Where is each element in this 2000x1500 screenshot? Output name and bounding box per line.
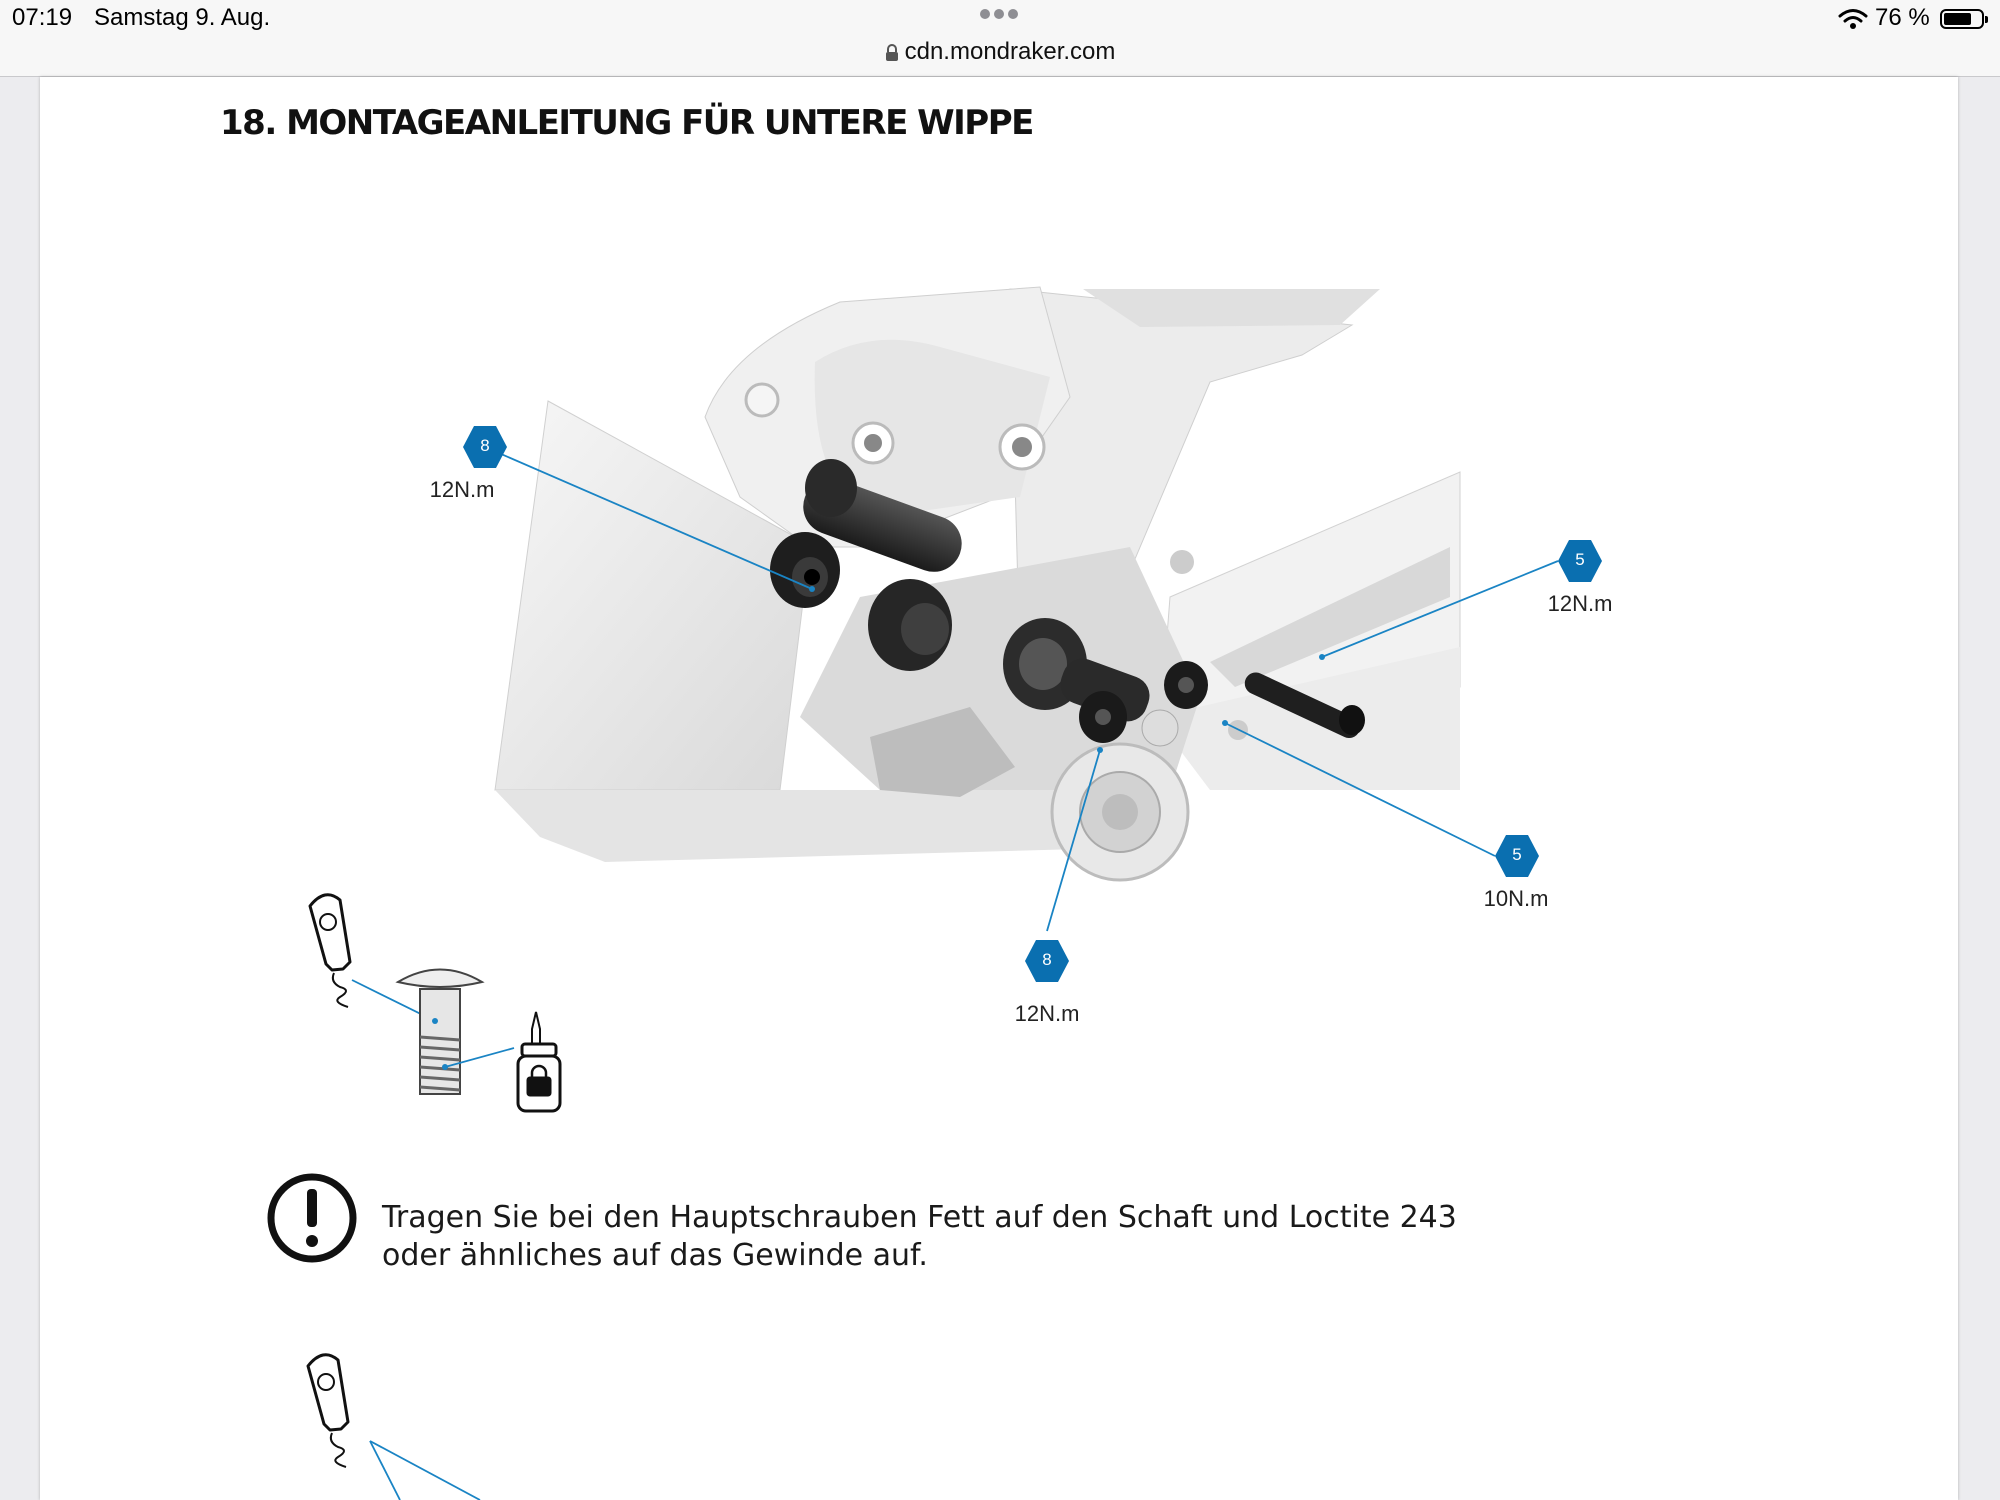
status-time: 07:19 <box>12 4 73 31</box>
pdf-page <box>40 77 1958 1500</box>
tool-size-3: 5 <box>1512 845 1522 864</box>
torque-label-4: 12N.m <box>1014 1001 1080 1026</box>
lock-icon <box>885 44 899 62</box>
torque-label-3: 10N.m <box>1483 886 1549 911</box>
browser-status-bar <box>0 0 2000 77</box>
wifi-icon <box>1838 8 1868 30</box>
warning-icon <box>271 1177 353 1259</box>
multitasking-dots-icon[interactable] <box>978 6 1020 24</box>
assembly-illustration <box>40 77 1958 1500</box>
grease-tube-icon-2 <box>308 1355 480 1500</box>
grease-loctite-diagram <box>310 895 560 1111</box>
url-text: cdn.mondraker.com <box>904 38 1116 65</box>
tool-size-2: 5 <box>1575 550 1585 569</box>
note-text: Tragen Sie bei den Hauptschrauben Fett auf den Schaft und Loctite 243 oder ähnliches auf das Gewinde auf. <box>382 1200 1457 1273</box>
threadlocker-bottle-icon <box>518 1012 560 1111</box>
torque-label-2: 12N.m <box>1547 591 1613 616</box>
tool-size-4: 8 <box>1042 950 1052 969</box>
bike-frame <box>495 287 1460 880</box>
status-date: Samstag 9. Aug. <box>94 4 271 31</box>
address-bar[interactable] <box>0 38 2000 66</box>
page-title: 18. MONTAGEANLEITUNG FÜR UNTERE WIPPE <box>220 103 1033 143</box>
grease-tube-icon <box>310 895 350 1007</box>
battery-icon <box>1940 9 1984 29</box>
battery-percent: 76 % <box>1875 4 1930 31</box>
tool-size-1: 8 <box>480 436 490 455</box>
torque-label-1: 12N.m <box>429 477 495 502</box>
bolt-icon <box>398 970 482 1095</box>
